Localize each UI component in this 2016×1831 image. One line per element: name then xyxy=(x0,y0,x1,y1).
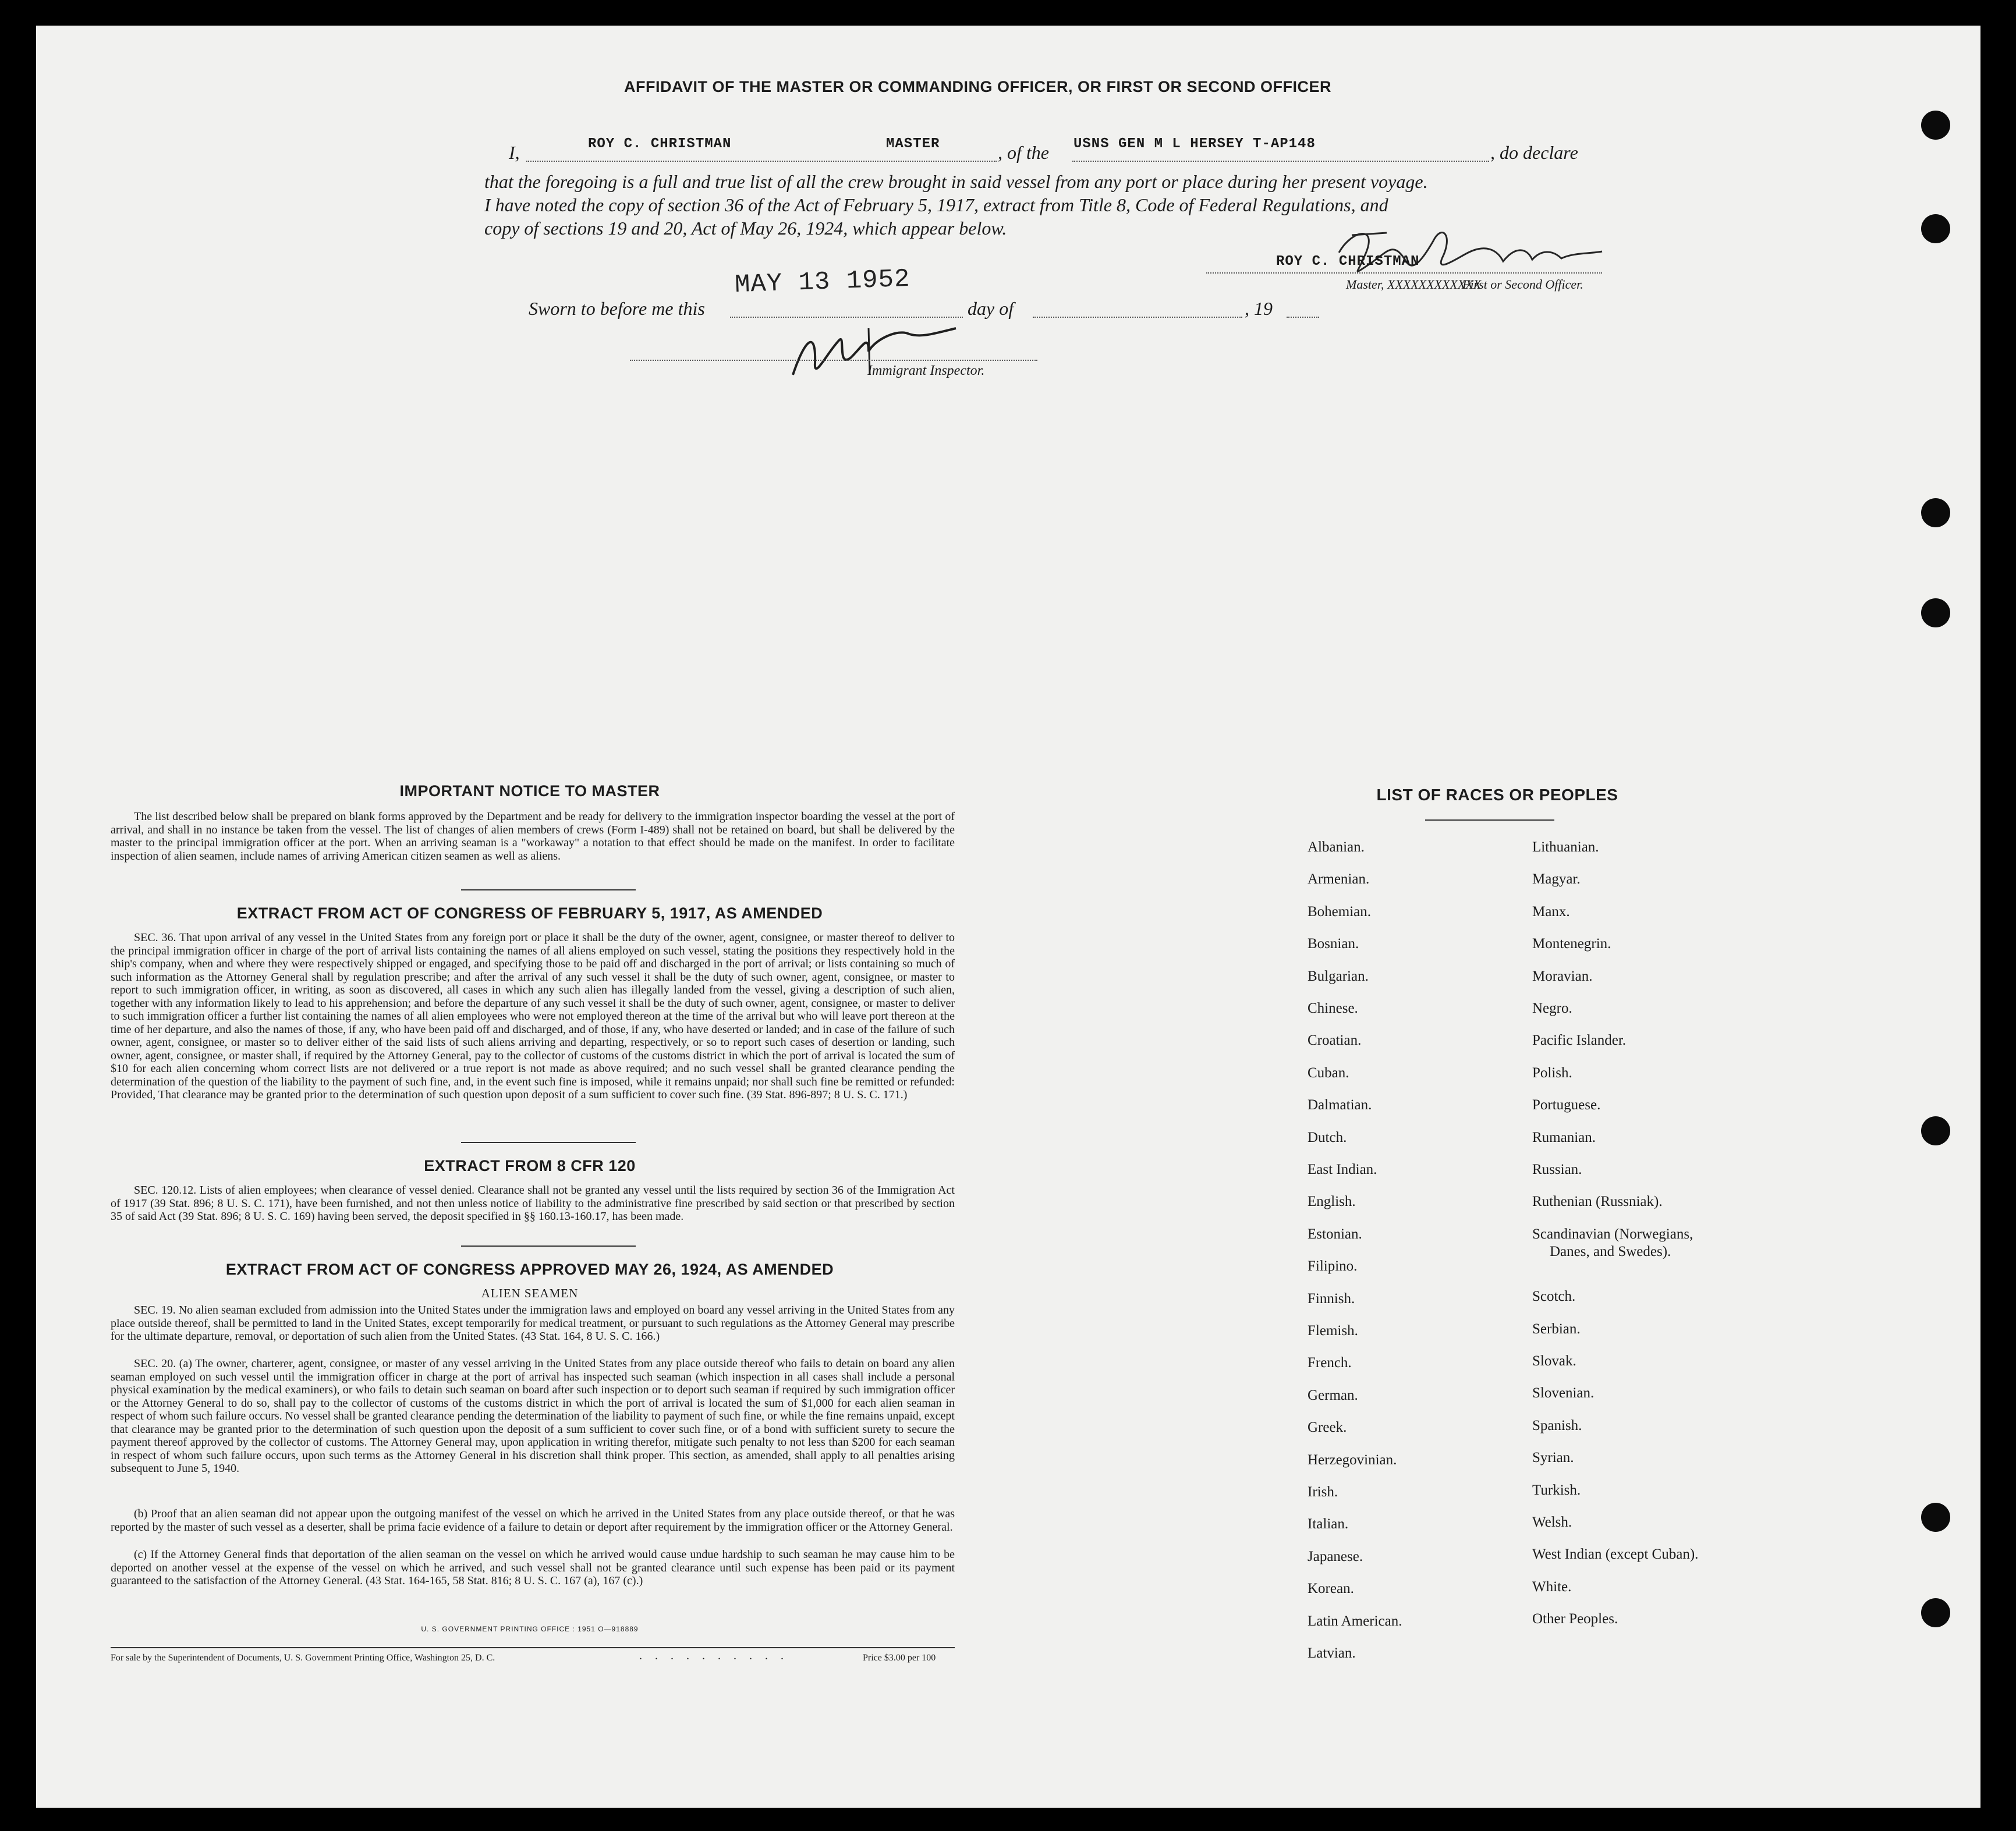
extract-1917-body: SEC. 36. That upon arrival of any vessel in the United States from any foreign port or place it shall be the duty of the owner, agent, consignee, or master thereof to deliver to the principal immigration officer in charge of the port of arrival lists containing the names of all aliens employed on such vessel, stating the positions they respectively hold in the ship's company, when and where they were respectively shipped or engaged, and specifying those to be paid off and discharged in the port of arrival; or lists containing so much of such information as the Attorney General shall by regulation prescribe; and after the arrival of any such vessel it shall be the duty of such owner, agent, consignee, or master to report to such immigration officer, in writing, as soon as discovered, all cases in which any such alien has illegally landed from the vessel, giving a description of such alien, together with any information likely to lead to his apprehension; and before the departure of any such vessel it shall be the duty of such owner, agent, consignee, or master to deliver to such immigration officer a further list containing the names of all alien employees who were not employed thereon at the time of the arrival but who will leave port thereon at the time of her departure, and also the names of those, if any, who have been paid off and discharged, and of those, if any, who have deserted or landed; and in case of the failure of such owner, agent, consignee, or master so to deliver either of the said lists of such aliens arriving and departing, respectively, or so to report such cases of desertion or landing, such owner, agent, consignee, or master shall, if required by the Attorney General, pay to the collector of customs of the customs district in which the port of arrival is located the sum of $10 for each alien concerning whom correct lists are not delivered or a true report is not made as above required; and no such vessel shall be granted clearance pending the determination of the question of the liability to the payment of such fine, and, in the event such fine is imposed, while it remains unpaid; nor shall such fine be remitted or refunded: Provided, That clearance may be granted prior to the determination of such question upon deposit of a sum sufficient to cover such fine. (39 Stat. 896-897; 8 U. S. C. 171.) xyxy=(111,931,955,1101)
extract-1917-title: EXTRACT FROM ACT OF CONGRESS OF FEBRUARY 5, 1917, AS AMENDED xyxy=(236,904,823,922)
affidavit-line1-suffix: , do declare xyxy=(1490,142,1578,163)
race-item: Russian. xyxy=(1532,1162,1582,1177)
race-item: Filipino. xyxy=(1308,1258,1358,1275)
race-item: Polish. xyxy=(1532,1064,1572,1081)
races-title-rule xyxy=(1425,819,1554,821)
name-fill-line xyxy=(526,161,997,162)
race-item: Lithuanian. xyxy=(1532,839,1599,855)
affidavit-line4: copy of sections 19 and 20, Act of May 26, 1924, which appear below. xyxy=(484,218,1007,239)
race-item: Portuguese. xyxy=(1532,1097,1601,1113)
affidavit-line1-prefix: I, xyxy=(509,142,520,163)
race-item: Latin American. xyxy=(1308,1613,1402,1629)
race-item: Slovenian. xyxy=(1532,1385,1595,1401)
price-notice: Price $3.00 per 100 xyxy=(863,1653,936,1663)
race-item: Armenian. xyxy=(1308,871,1370,888)
race-item: Negro. xyxy=(1532,1000,1572,1016)
extract-1924-title: EXTRACT FROM ACT OF CONGRESS APPROVED MAY 26, 1924, AS AMENDED xyxy=(225,1261,834,1278)
race-item: Dalmatian. xyxy=(1308,1097,1372,1113)
extract-1924-subtitle: ALIEN SEAMEN xyxy=(481,1286,579,1300)
punch-hole xyxy=(1921,498,1950,527)
sworn-year-line xyxy=(1287,317,1319,318)
punch-hole xyxy=(1921,1598,1950,1627)
extract-cfr-title: EXTRACT FROM 8 CFR 120 xyxy=(424,1157,636,1174)
section-divider xyxy=(461,1142,636,1143)
race-item: Italian. xyxy=(1308,1516,1349,1532)
race-item: Korean. xyxy=(1308,1581,1354,1597)
race-item: English. xyxy=(1308,1194,1356,1210)
race-item: Other Peoples. xyxy=(1532,1611,1618,1627)
notice-body: The list described below shall be prepared on blank forms approved by the Department and be ready for delivery to the immigration inspector boarding the vessel at the port of arrival, and shall in no instance be taken from the vessel. The list of changes of alien members of crews (Form I-489) shall not be retained on board, but shall be delivered by the master to the principal immigration officer at the port. When an arriving seaman is a "workaway" a notation to that effect should be made on the manifest. In order to facilitate inspection of alien seamen, include names of arriving American citizen seamen as well as aliens. xyxy=(111,810,955,863)
race-item: Pacific Islander. xyxy=(1532,1032,1627,1049)
race-item: French. xyxy=(1308,1355,1352,1371)
date-stamp: MAY 13 1952 xyxy=(734,264,911,300)
sworn-mid: day of xyxy=(968,298,1014,319)
master-name-value: ROY C. CHRISTMAN xyxy=(588,136,732,152)
sale-leader-dots: .......... xyxy=(639,1649,796,1662)
race-item: Scandinavian (Norwegians, xyxy=(1532,1226,1693,1242)
race-item: Chinese. xyxy=(1308,1000,1358,1016)
affidavit-title: AFFIDAVIT OF THE MASTER OR COMMANDING OFFICER, OR FIRST OR SECOND OFFICER xyxy=(624,78,1331,95)
inspector-line xyxy=(630,360,1037,361)
race-item: Serbian. xyxy=(1532,1321,1581,1337)
race-item: Japanese. xyxy=(1308,1548,1363,1564)
inspector-caption: Immigrant Inspector. xyxy=(867,363,985,378)
punch-hole xyxy=(1921,214,1950,243)
race-item: Syrian. xyxy=(1532,1450,1574,1466)
affidavit-line3: I have noted the copy of section 36 of the Act of February 5, 1917, extract from Title 8, Code of Federal Regulations, and xyxy=(484,194,1388,215)
race-item: German. xyxy=(1308,1387,1358,1403)
race-item: West Indian (except Cuban). xyxy=(1532,1546,1699,1563)
race-item: Cuban. xyxy=(1308,1064,1349,1081)
race-item: Dutch. xyxy=(1308,1129,1347,1145)
race-item: Estonian. xyxy=(1308,1226,1362,1242)
race-item: Bosnian. xyxy=(1308,936,1359,952)
punch-hole xyxy=(1921,1116,1950,1145)
sale-notice: For sale by the Superintendent of Documents, U. S. Government Printing Office, Washington 25, D. C. xyxy=(111,1653,495,1663)
section-divider xyxy=(461,889,636,890)
race-item: Ruthenian (Russniak). xyxy=(1532,1194,1663,1210)
race-item: Rumanian. xyxy=(1532,1129,1596,1145)
race-item: Greek. xyxy=(1308,1420,1347,1436)
race-item: Turkish. xyxy=(1532,1482,1581,1498)
race-item: Finnish. xyxy=(1308,1290,1355,1307)
sworn-prefix: Sworn to before me this xyxy=(529,298,705,319)
race-item: Bulgarian. xyxy=(1308,968,1369,984)
vessel-name-value: USNS GEN M L HERSEY T-AP148 xyxy=(1073,136,1316,152)
race-item: Danes, and Swedes). xyxy=(1550,1243,1671,1259)
signer-caption-overstruck: First or Second Officer. xyxy=(1462,277,1583,292)
rank-value: MASTER xyxy=(886,136,940,152)
race-item: Slovak. xyxy=(1532,1353,1576,1369)
extract-1924-sec20a: SEC. 20. (a) The owner, charterer, agent, consignee, or master of any vessel arriving in the United States from any place outside thereof who fails to detain on board any alien seaman employed on such vessel until the immigration officer in charge at the port of arrival has inspected such seaman (which inspection in all cases shall include a personal physical examination by the medical examiners), or who fails to detain such seaman on board after such inspection or to deport such seaman if required by such immigration officer or the Attorney General to do so, shall pay to the collector of customs of the customs district in which the port of arrival is located the sum of $1,000 for each alien seaman in respect of whom such failure occurs. No vessel shall be granted clearance pending the determination of the liability to payment of such fine, or while the fine remains unpaid, except that clearance may be granted prior to the determination of such question upon the deposit of a sum sufficient to cover such fine, or of a bond with sufficient surety to secure the payment thereof approved by the collector of customs. The Attorney General may, upon application in writing therefor, mitigate such penalty to not less than $200 for each seaman in respect of whom such failure occurs, upon such terms as the Attorney General in his discretion shall think proper. This section, as amended, shall apply to all penalties arising subsequent to June 5, 1940. xyxy=(111,1357,955,1475)
punch-hole xyxy=(1921,111,1950,140)
document-page xyxy=(36,26,1980,1808)
signer-caption: Master, XXXXXXXXXXXX xyxy=(1346,277,1482,292)
race-item: Bohemian. xyxy=(1308,903,1372,920)
race-item: Magyar. xyxy=(1532,871,1581,888)
race-item: Croatian. xyxy=(1308,1032,1362,1049)
race-item: Moravian. xyxy=(1532,968,1593,984)
extract-1924-sec20c: (c) If the Attorney General finds that deportation of the alien seaman on the vessel on which he arrived would cause undue hardship to such seaman he may cause him to be deported on another vessel at the expense of the vessel on which he arrived, and such vessel shall not be granted clearance until such expense has been paid or its payment guaranteed to the satisfaction of the Attorney General. (43 Stat. 164-165, 58 Stat. 816; 8 U. S. C. 167 (a), 167 (c).) xyxy=(111,1548,955,1587)
race-item: Irish. xyxy=(1308,1484,1338,1500)
punch-hole xyxy=(1921,1503,1950,1532)
race-item: Manx. xyxy=(1532,903,1570,920)
signer-typed-name: ROY C. CHRISTMAN xyxy=(1276,254,1420,269)
extract-cfr-body: SEC. 120.12. Lists of alien employees; when clearance of vessel denied. Clearance shall not be granted any vessel until the lists required by section 36 of the Immigration Act of 1917 (39 Stat. 896; 8 U. S. C. 171), have been furnished, and not then unless notice of liability to the administrative fine prescribed by said section or that prescribed by section 35 of said Act (39 Stat. 896; 8 U. S. C. 169) having been served, the deposit specified in §§ 160.13-160.17, has been made. xyxy=(111,1184,955,1223)
footer-rule xyxy=(111,1647,955,1648)
vessel-fill-line xyxy=(1072,161,1489,162)
race-item: White. xyxy=(1532,1578,1572,1595)
race-item: Spanish. xyxy=(1532,1417,1582,1433)
extract-1924-sec20b: (b) Proof that an alien seaman did not appear upon the outgoing manifest of the vessel on which he arrived in the United States from any place outside thereof, or that he was reported by the master of such vessel as a deserter, shall be prima facie evidence of a failure to detain or deport after requirement by the immigration officer or the Attorney General. xyxy=(111,1507,955,1534)
notice-title: IMPORTANT NOTICE TO MASTER xyxy=(399,782,660,800)
race-item: Herzegovinian. xyxy=(1308,1452,1397,1468)
affidavit-line1-mid: , of the xyxy=(998,142,1049,163)
sworn-month-line xyxy=(1033,317,1242,318)
affidavit-line2: that the foregoing is a full and true list of all the crew brought in said vessel from any port or place during her present voyage. xyxy=(484,171,1428,192)
race-item: East Indian. xyxy=(1308,1162,1377,1177)
race-item: Montenegrin. xyxy=(1532,936,1611,952)
punch-hole xyxy=(1921,598,1950,627)
race-item: Scotch. xyxy=(1532,1289,1576,1305)
race-item: Welsh. xyxy=(1532,1514,1572,1530)
race-item: Flemish. xyxy=(1308,1323,1358,1339)
races-title: LIST OF RACES OR PEOPLES xyxy=(1376,786,1618,804)
sworn-suffix: , 19 xyxy=(1245,298,1273,319)
extract-1924-sec19: SEC. 19. No alien seaman excluded from admission into the United States under the immigration laws and employed on board any vessel arriving in the United States from any place outside thereof, shall be permitted to land in the United States, except temporarily for medical treatment, or pursuant to such regulations as the Attorney General may prescribe for the ultimate departure, removal, or deportation of such alien from the United States. (43 Stat. 164, 8 U. S. C. 166.) xyxy=(111,1304,955,1343)
signature-line xyxy=(1206,272,1602,274)
section-divider xyxy=(461,1245,636,1247)
race-item: Latvian. xyxy=(1308,1645,1356,1661)
race-item: Albanian. xyxy=(1308,839,1365,855)
gpo-imprint: U. S. GOVERNMENT PRINTING OFFICE : 1951 O—918889 xyxy=(421,1625,639,1633)
